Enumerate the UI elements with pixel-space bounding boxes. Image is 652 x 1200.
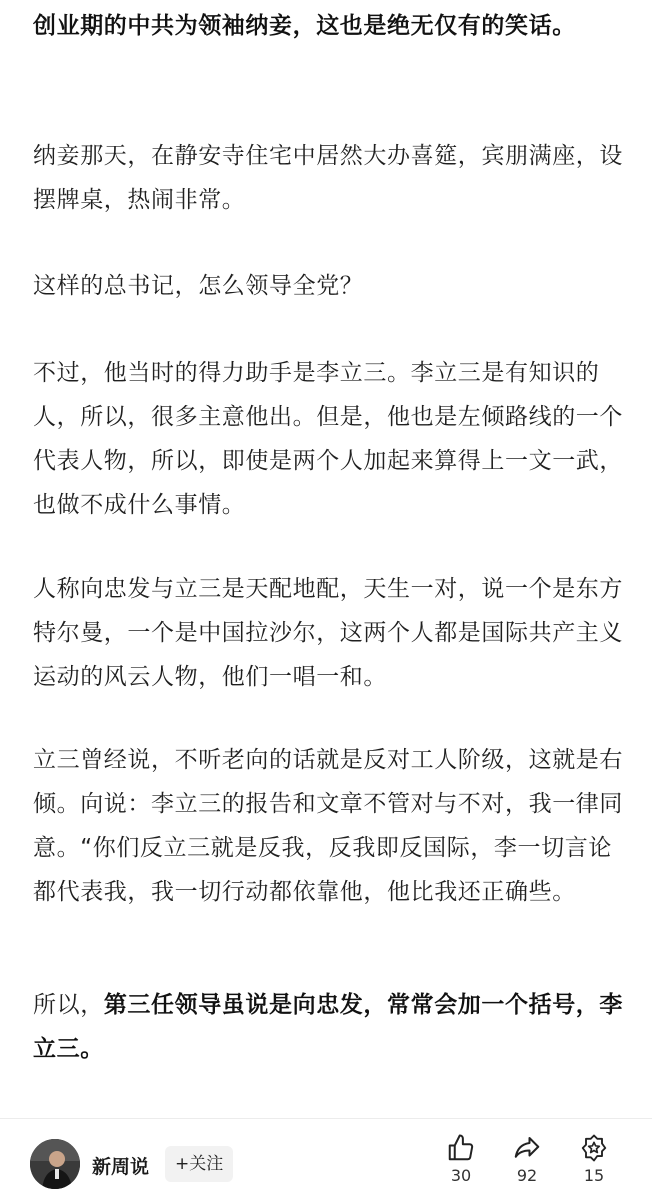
share-count: 92 — [516, 1166, 538, 1185]
follow-button[interactable]: +关注 — [165, 1146, 233, 1182]
article-paragraph — [33, 983, 623, 1071]
article-paragraph: 人称向忠发与立三是天配地配，天生一对，说一个是东方特尔曼，一个是中国拉沙尔，这两个人都是国际共产主义运动的风云人物，他们一唱一和。 — [33, 576, 623, 690]
share-arrow-icon — [512, 1133, 542, 1163]
share-button[interactable] — [502, 1133, 552, 1185]
paragraph-prefix: 所以， — [33, 992, 104, 1018]
like-button[interactable] — [436, 1133, 486, 1185]
author-name[interactable]: 新周说 — [92, 1156, 150, 1178]
star-badge-icon — [579, 1133, 609, 1163]
article-paragraph: 纳妾那天，在静安寺住宅中居然大办喜筵，宾朋满座，设摆牌桌，热闹非常。 — [33, 143, 623, 213]
article-paragraph: 创业期的中共为领袖纳妾，这也是绝无仅有的笑话。 — [33, 13, 576, 39]
favorite-count: 15 — [583, 1166, 605, 1185]
bottom-action-bar — [0, 1118, 652, 1200]
favorite-button[interactable] — [569, 1133, 619, 1185]
article-paragraph: 这样的总书记，怎么领导全党？ — [33, 273, 364, 299]
avatar-image — [30, 1139, 80, 1189]
paragraph-bold-text: 第三任领导虽说是向忠发，常常会加一个括号，李立三。 — [33, 992, 624, 1062]
thumbs-up-icon — [446, 1133, 476, 1163]
avatar[interactable] — [30, 1139, 80, 1189]
article-paragraph: 立三曾经说，不听老向的话就是反对工人阶级，这就是右倾。向说：李立三的报告和文章不管对与不对，我一律同意。“你们反立三就是反我，反我即反国际，李一切言论都代表我，我一切行动都依靠他，他比我还正确些。 — [33, 747, 623, 905]
article-paragraph: 不过，他当时的得力助手是李立三。李立三是有知识的人，所以，很多主意他出。但是，他也是左倾路线的一个代表人物，所以，即使是两个人加起来算得上一文一武，也做不成什么事情。 — [33, 360, 623, 518]
like-count: 30 — [450, 1166, 472, 1185]
